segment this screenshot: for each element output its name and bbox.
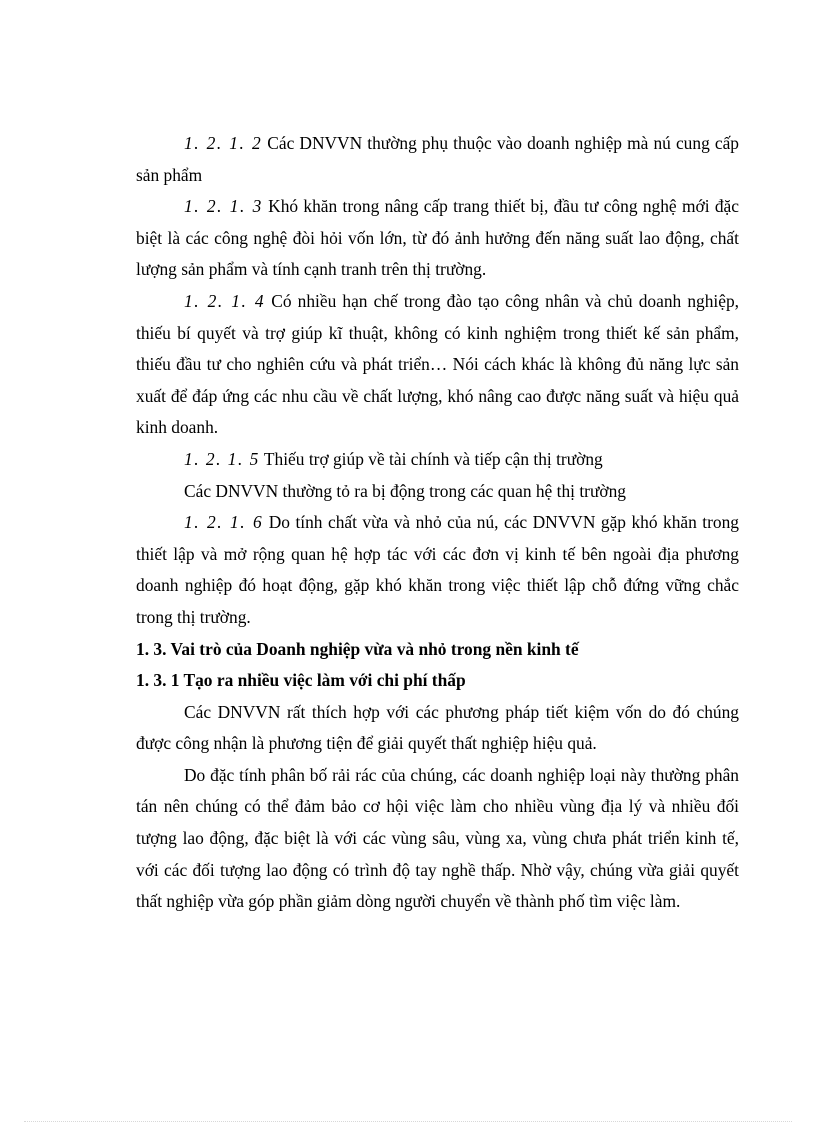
paragraph-text: Khó khăn trong nâng cấp trang thiết bị, đầu tư công nghệ mới đặc biệt là các công nghệ đòi hỏi vốn lớn, từ đó ảnh hưởng đến năng suất lao động, chất lượng sản phẩm và tính cạnh tranh trên thị trường. xyxy=(136,196,739,280)
heading-1-3-1: 1. 3. 1 Tạo ra nhiều việc làm với chi phí thấp xyxy=(136,670,466,691)
paragraph-1-2-1-2 xyxy=(136,128,739,191)
heading-1-3: 1. 3. Vai trò của Doanh nghiệp vừa và nhỏ trong nền kinh tế xyxy=(136,638,579,659)
paragraph-passive-market: Các DNVVN thường tỏ ra bị động trong các quan hệ thị trường xyxy=(184,480,626,501)
paragraph-1-2-1-3 xyxy=(136,191,739,286)
paragraph-text: Thiếu trợ giúp về tài chính và tiếp cận thị trường xyxy=(259,448,603,469)
section-number: 1. 2. 1. 4 xyxy=(184,290,266,311)
paragraph-1-2-1-5 xyxy=(136,444,739,476)
section-number: 1. 2. 1. 5 xyxy=(184,448,260,469)
page-body xyxy=(136,128,739,918)
section-number: 1. 2. 1. 6 xyxy=(184,512,264,533)
paragraph-1-2-1-4 xyxy=(136,286,739,444)
paragraph-jobs-2: Do đặc tính phân bố rải rác của chúng, các doanh nghiệp loại này thường phân tán nên chúng có thể đảm bảo cơ hội việc làm cho nhiều vùng địa lý và nhiều đối tượng lao động, đặc biệt là với các vùng sâu, vùng xa, vùng chưa phát triển kinh tế, với các đối tượng lao động có trình độ tay nghề thấp. Nhờ vậy, chúng vừa giải quyết thất nghiệp vừa góp phần giảm dòng người chuyển về thành phố tìm việc làm. xyxy=(136,764,739,912)
paragraph-1-2-1-6 xyxy=(136,507,739,633)
paragraph-text: Các DNVVN thường phụ thuộc vào doanh nghiệp mà nú cung cấp sản phẩm xyxy=(136,133,739,185)
paragraph-text: Do tính chất vừa và nhỏ của nú, các DNVVN gặp khó khăn trong thiết lập và mở rộng quan hệ hợp tác với các đơn vị kinh tế bên ngoài địa phương doanh nghiệp đó hoạt động, gặp khó khăn trong việc thiết lập chỗ đứng vững chắc trong thị trường. xyxy=(136,512,739,627)
section-number: 1. 2. 1. 2 xyxy=(184,133,263,153)
page-bottom-divider xyxy=(24,1121,792,1122)
paragraph-jobs-1: Các DNVVN rất thích hợp với các phương pháp tiết kiệm vốn do đó chúng được công nhận là phương tiện để giải quyết thất nghiệp hiệu quả. xyxy=(136,701,739,754)
paragraph-text: Có nhiều hạn chế trong đào tạo công nhân và chủ doanh nghiệp, thiếu bí quyết và trợ giúp kĩ thuật, không có kinh nghiệm trong thiết kế sản phẩm, thiếu đầu tư cho nghiên cứu và phát triển… Nói cách khác là không đủ năng lực sản xuất để đáp ứng các nhu cầu về chất lượng, khó nâng cao được năng suất và hiệu quả kinh doanh. xyxy=(136,290,739,438)
section-number: 1. 2. 1. 3 xyxy=(184,196,263,217)
